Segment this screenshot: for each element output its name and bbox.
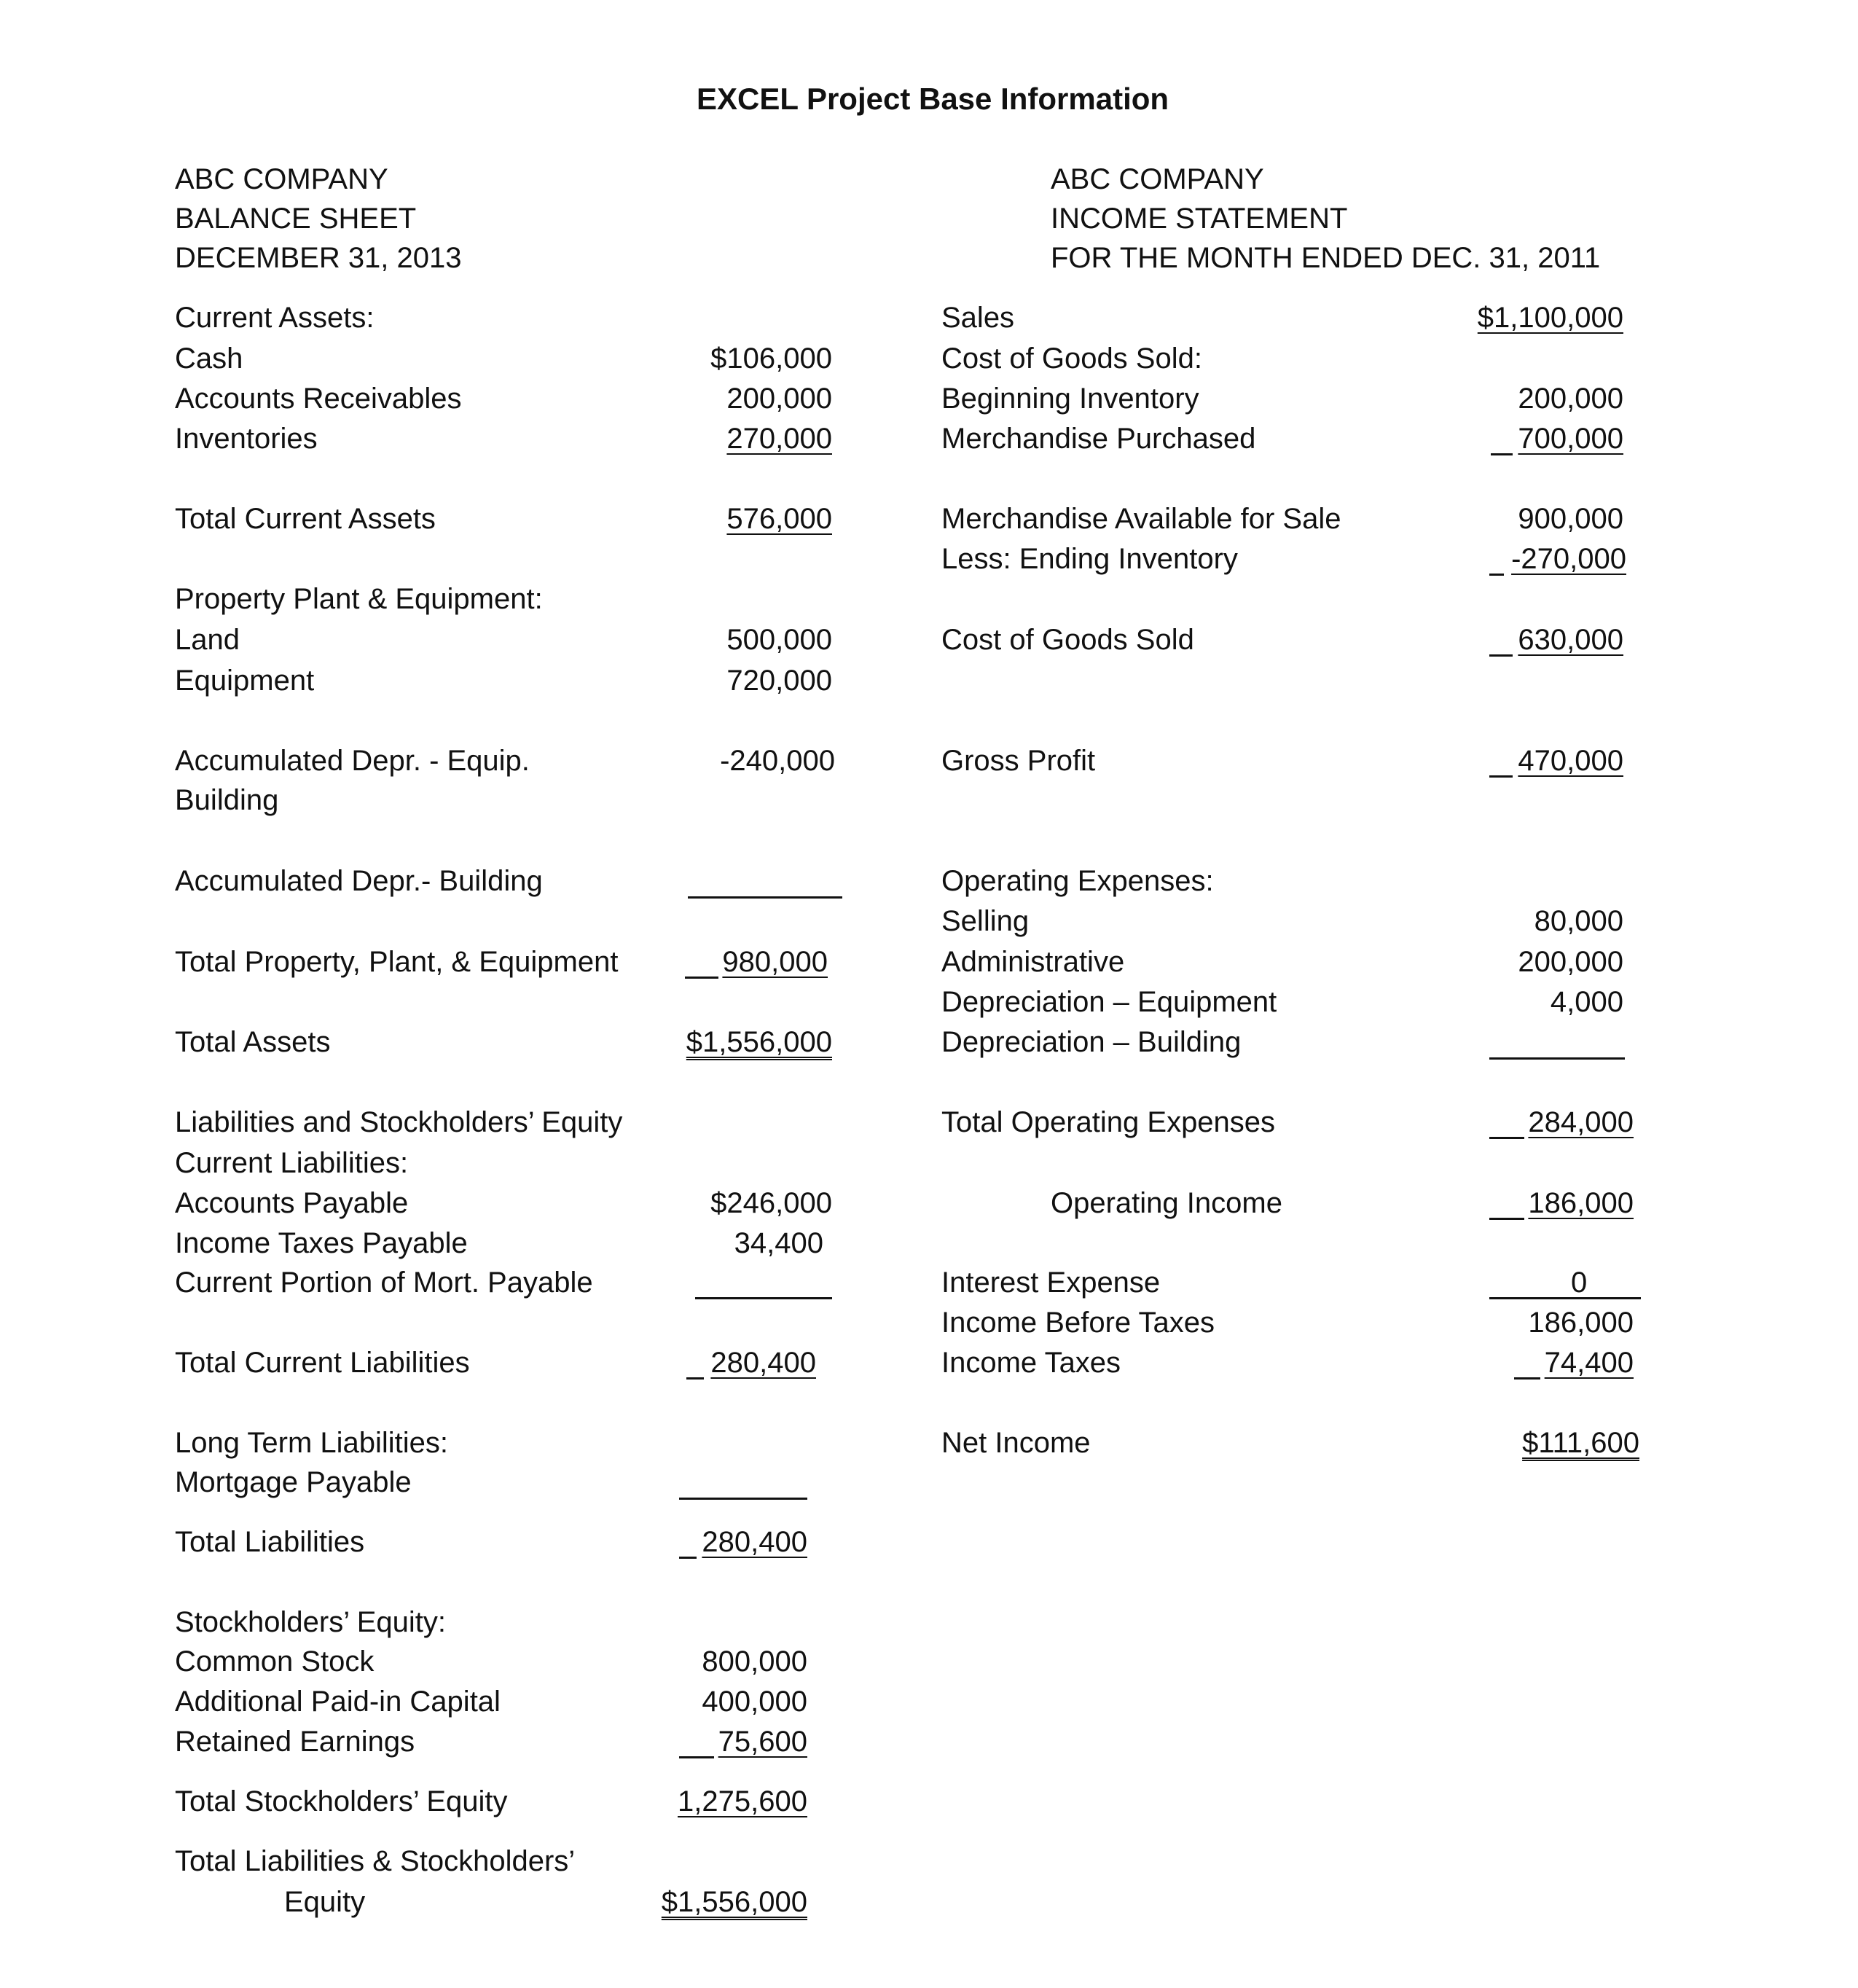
bs-building-label: Building (175, 784, 279, 816)
bs-ppe-label: Property Plant & Equipment: (175, 583, 543, 615)
bs-mortgage-payable-blank (679, 1498, 807, 1500)
is-cogs-lead-line (1489, 654, 1513, 657)
bs-total-ppe-value: 980,000 (722, 946, 828, 978)
is-merch-purchased-label: Merchandise Purchased (941, 423, 1256, 455)
bs-common-stock-label: Common Stock (175, 1645, 375, 1678)
is-cogs-label: Cost of Goods Sold: (941, 343, 1202, 375)
is-operating-income-lead-line (1489, 1218, 1524, 1220)
is-ending-inv-lead-line (1489, 574, 1504, 576)
bs-cash-value: $106,000 (710, 343, 832, 375)
bs-total-assets-value: $1,556,000 (686, 1026, 832, 1058)
is-merch-purchased-value: 700,000 (1518, 423, 1623, 455)
is-ending-inv-value: -270,000 (1511, 543, 1626, 575)
is-cogs-total-value: 630,000 (1518, 624, 1623, 656)
is-period: FOR THE MONTH ENDED DEC. 31, 2011 (1051, 242, 1601, 274)
is-interest-expense-value: 0 (1571, 1267, 1588, 1299)
bs-ap-value: $246,000 (710, 1187, 832, 1219)
bs-company-name: ABC COMPANY (175, 163, 388, 195)
bs-accum-depr-building-blank (688, 896, 842, 899)
bs-total-le-label-line1: Total Liabilities & Stockholders’ (175, 1845, 576, 1877)
bs-accum-depr-equip-label: Accumulated Depr. - Equip. (175, 745, 530, 777)
is-ibt-value: 186,000 (1528, 1307, 1634, 1339)
bs-total-liabilities-value: 280,400 (702, 1526, 807, 1558)
bs-total-current-assets-label: Total Current Assets (175, 503, 436, 535)
is-total-opex-label: Total Operating Expenses (941, 1106, 1276, 1138)
is-net-income-label: Net Income (941, 1427, 1091, 1459)
is-operating-income-value: 186,000 (1528, 1187, 1634, 1219)
page-title: EXCEL Project Base Information (697, 82, 1169, 116)
bs-apic-value: 400,000 (702, 1686, 807, 1718)
bs-re-lead-line (679, 1756, 714, 1758)
is-depr-equip-value: 4,000 (1550, 986, 1623, 1018)
bs-statement-title: BALANCE SHEET (175, 203, 417, 235)
is-income-taxes-label: Income Taxes (941, 1347, 1121, 1379)
bs-current-mort-label: Current Portion of Mort. Payable (175, 1267, 593, 1299)
is-gross-profit-value: 470,000 (1518, 745, 1623, 777)
bs-accum-depr-equip-value: -240,000 (720, 745, 835, 777)
is-sales-value: $1,100,000 (1477, 302, 1623, 334)
bs-total-se-label: Total Stockholders’ Equity (175, 1785, 508, 1817)
bs-land-label: Land (175, 624, 240, 656)
is-ending-inv-label: Less: Ending Inventory (941, 543, 1238, 575)
is-depr-building-blank (1489, 1057, 1625, 1060)
bs-re-value: 75,600 (718, 1726, 807, 1758)
bs-total-current-liabilities-label: Total Current Liabilities (175, 1347, 470, 1379)
bs-ar-label: Accounts Receivables (175, 383, 462, 415)
bs-total-current-assets-value: 576,000 (726, 503, 832, 535)
is-merch-available-value: 900,000 (1518, 503, 1623, 535)
bs-inventories-label: Inventories (175, 423, 318, 455)
bs-inventories-value: 270,000 (726, 423, 832, 455)
is-admin-value: 200,000 (1518, 946, 1623, 978)
is-income-taxes-value: 74,400 (1544, 1347, 1634, 1379)
is-interest-expense-line (1489, 1297, 1641, 1299)
bs-total-ppe-label: Total Property, Plant, & Equipment (175, 946, 619, 978)
is-merch-purchased-lead-line (1491, 453, 1513, 455)
is-net-income-value: $111,600 (1522, 1427, 1639, 1459)
bs-current-mort-blank (695, 1297, 832, 1299)
bs-current-liabilities-label: Current Liabilities: (175, 1147, 409, 1179)
bs-ar-value: 200,000 (726, 383, 832, 415)
is-gross-profit-lead-line (1489, 775, 1513, 778)
bs-se-label: Stockholders’ Equity: (175, 1606, 447, 1638)
bs-itp-value: 34,400 (734, 1227, 823, 1259)
is-opex-label: Operating Expenses: (941, 865, 1214, 897)
is-ibt-label: Income Before Taxes (941, 1307, 1215, 1339)
bs-date: DECEMBER 31, 2013 (175, 242, 462, 274)
bs-total-liabilities-label: Total Liabilities (175, 1526, 365, 1558)
bs-ap-label: Accounts Payable (175, 1187, 409, 1219)
bs-itp-label: Income Taxes Payable (175, 1227, 468, 1259)
is-gross-profit-label: Gross Profit (941, 745, 1096, 777)
is-company-name: ABC COMPANY (1051, 163, 1264, 195)
is-selling-label: Selling (941, 905, 1030, 937)
bs-apic-label: Additional Paid-in Capital (175, 1686, 501, 1718)
bs-total-le-label-line2: Equity (284, 1886, 366, 1918)
is-income-taxes-lead-line (1514, 1377, 1540, 1380)
bs-total-se-value: 1,275,600 (678, 1785, 807, 1817)
is-admin-label: Administrative (941, 946, 1125, 978)
bs-cash-label: Cash (175, 343, 243, 375)
bs-total-ppe-lead-line (685, 977, 718, 979)
is-operating-income-label: Operating Income (1051, 1187, 1282, 1219)
bs-equipment-value: 720,000 (726, 665, 832, 697)
bs-mortgage-payable-label: Mortgage Payable (175, 1466, 412, 1498)
bs-total-le-value: $1,556,000 (661, 1886, 807, 1918)
bs-equipment-label: Equipment (175, 665, 315, 697)
is-depr-equip-label: Depreciation – Equipment (941, 986, 1277, 1018)
is-selling-value: 80,000 (1534, 905, 1623, 937)
bs-re-label: Retained Earnings (175, 1726, 415, 1758)
bs-land-value: 500,000 (726, 624, 832, 656)
is-merch-available-label: Merchandise Available for Sale (941, 503, 1341, 535)
bs-total-assets-label: Total Assets (175, 1026, 331, 1058)
bs-long-term-label: Long Term Liabilities: (175, 1427, 449, 1459)
is-depr-building-label: Depreciation – Building (941, 1026, 1242, 1058)
bs-total-current-liabilities-value: 280,400 (710, 1347, 816, 1379)
is-beg-inv-label: Beginning Inventory (941, 383, 1199, 415)
bs-current-assets-label: Current Assets: (175, 302, 375, 334)
is-sales-label: Sales (941, 302, 1015, 334)
bs-accum-depr-building-label: Accumulated Depr.- Building (175, 865, 543, 897)
bs-tl-lead-line (679, 1557, 697, 1559)
is-beg-inv-value: 200,000 (1518, 383, 1623, 415)
is-total-opex-lead-line (1489, 1137, 1524, 1139)
is-interest-expense-label: Interest Expense (941, 1267, 1161, 1299)
is-cogs-total-label: Cost of Goods Sold (941, 624, 1194, 656)
bs-liab-equity-label: Liabilities and Stockholders’ Equity (175, 1106, 623, 1138)
is-total-opex-value: 284,000 (1528, 1106, 1634, 1138)
bs-tcl-lead-line (686, 1377, 704, 1380)
is-statement-title: INCOME STATEMENT (1051, 203, 1348, 235)
bs-common-stock-value: 800,000 (702, 1645, 807, 1678)
